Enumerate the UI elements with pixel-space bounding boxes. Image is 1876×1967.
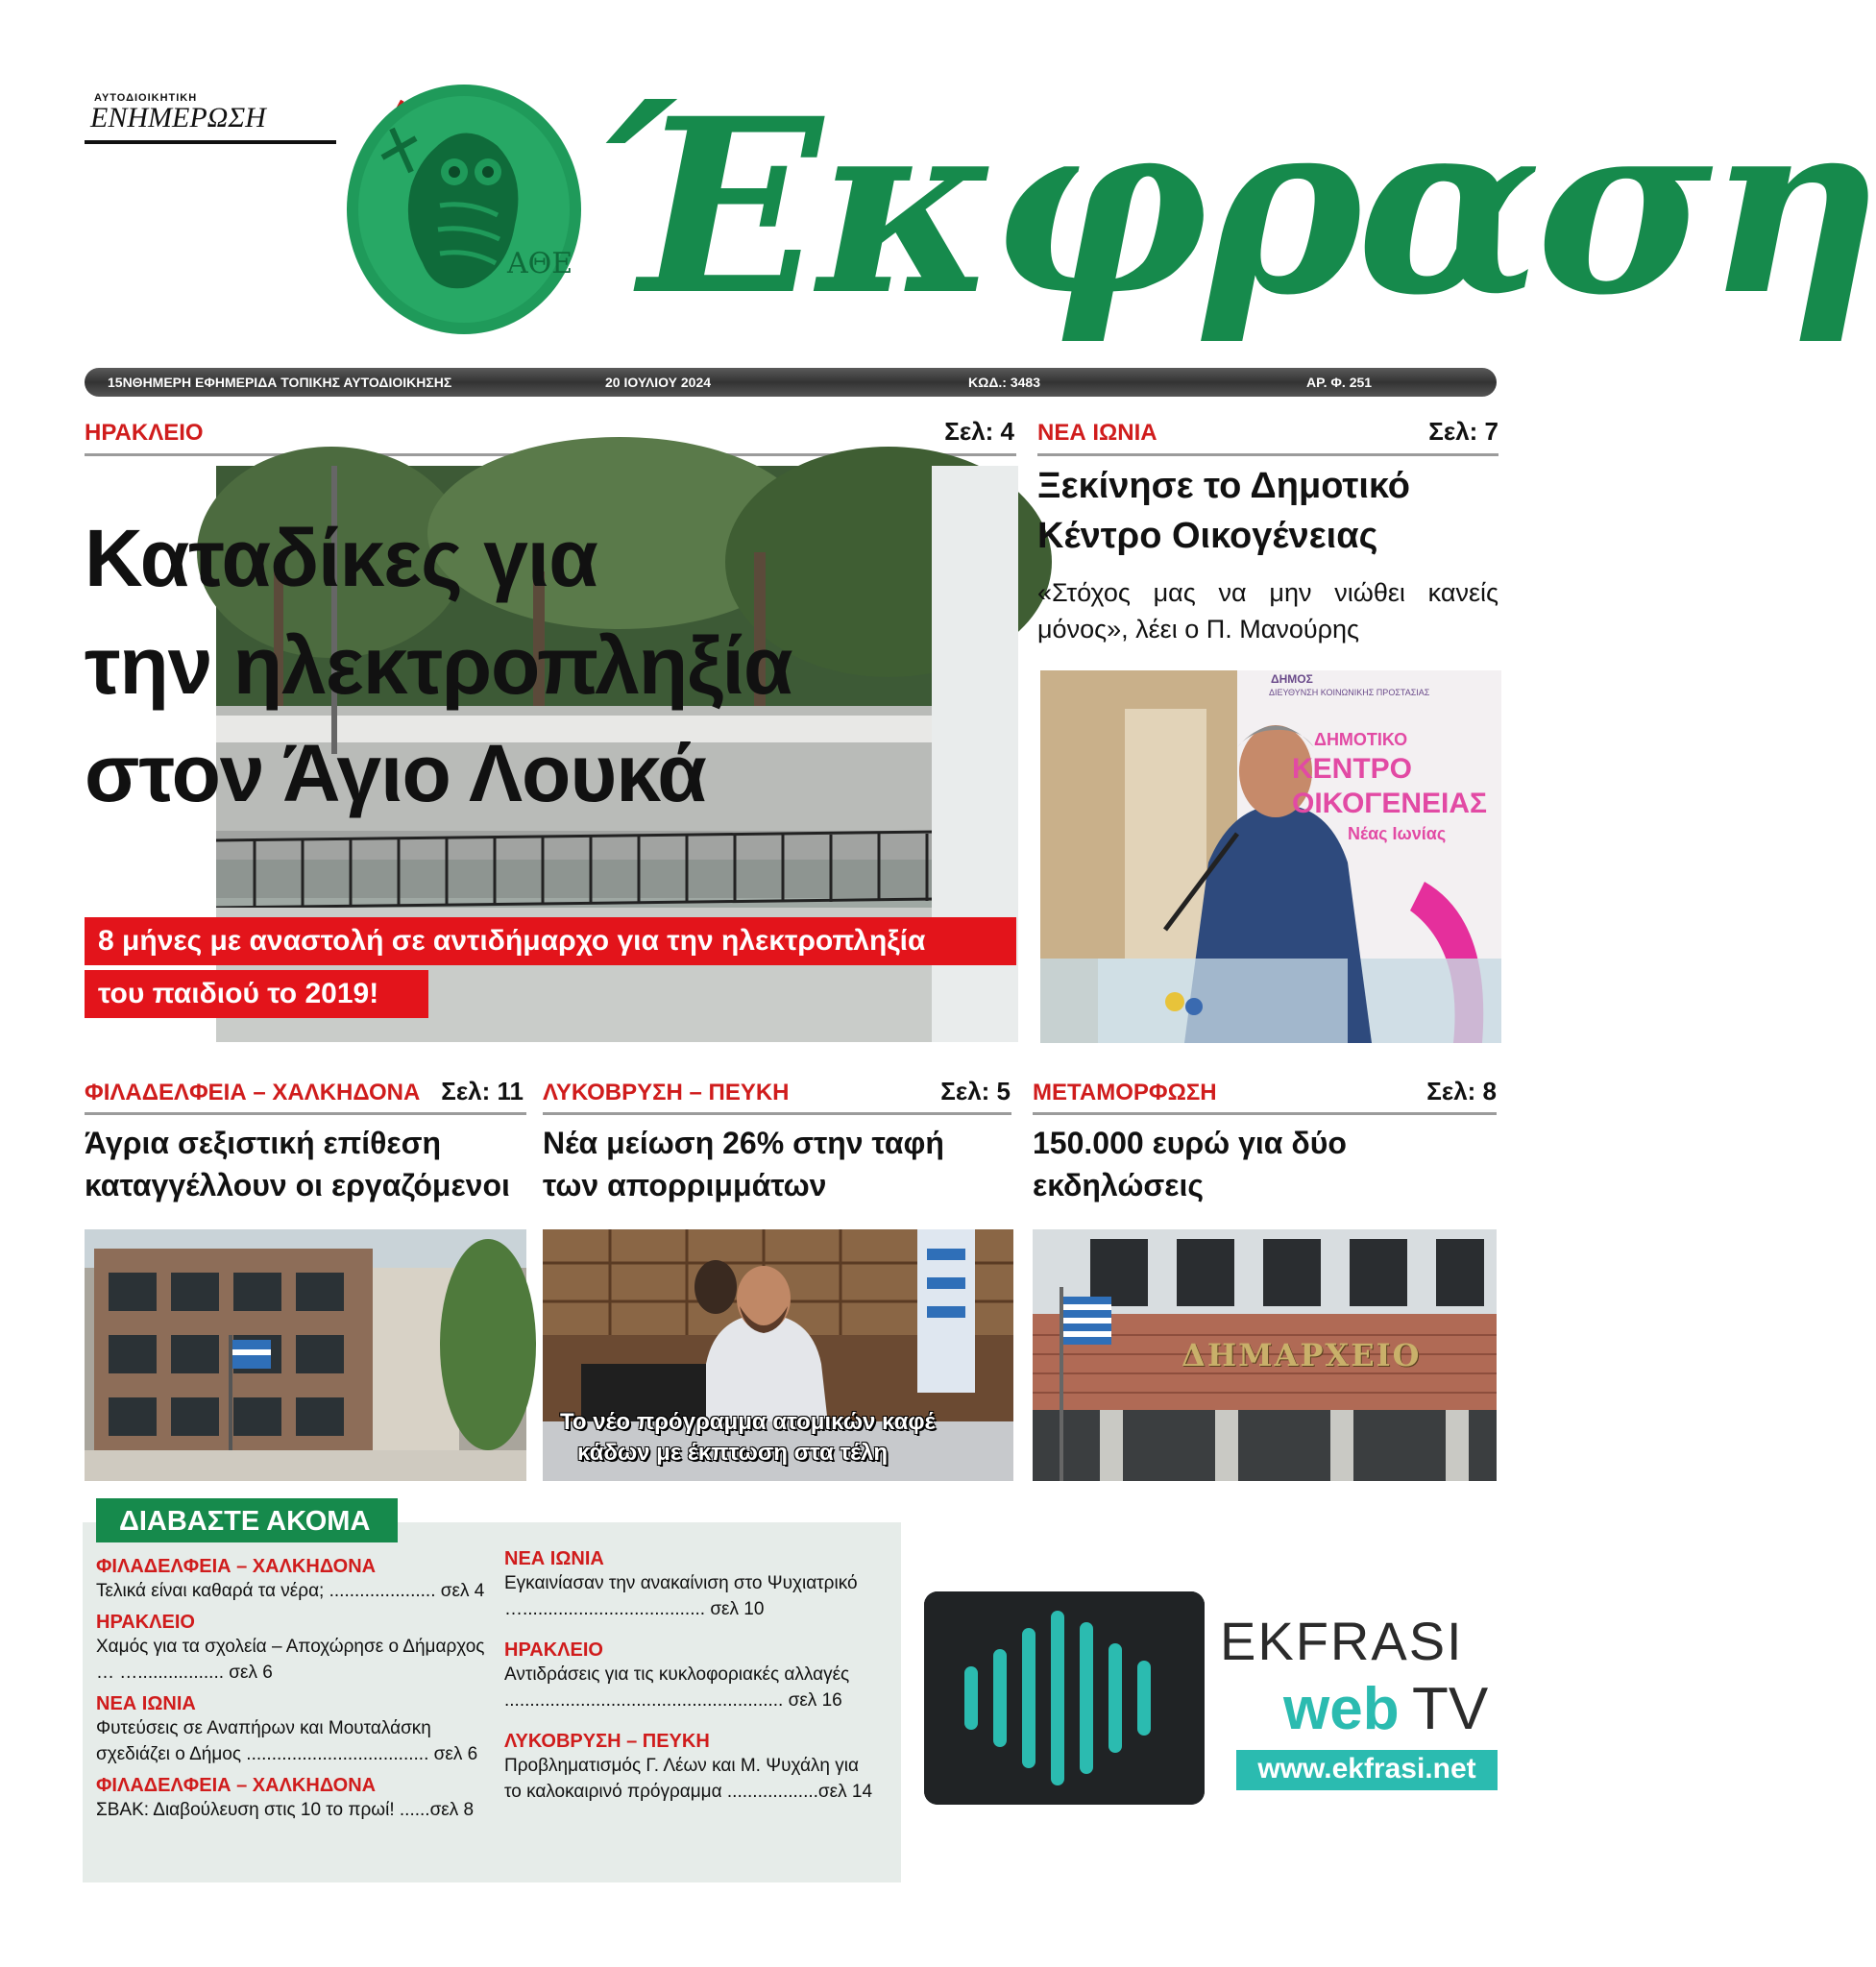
main-section-label: ΗΡΑΚΛΕΙΟ (85, 420, 204, 446)
read-more-item-text: Χαμός για τα σχολεία – Αποχώρησε ο Δήμαρχος … …................. σελ 6 (96, 1637, 485, 1683)
main-page-ref: Σελ: 4 (944, 417, 1014, 446)
read-more-item[interactable] (504, 1731, 879, 1805)
main-headline (85, 504, 949, 827)
backdrop-top: ΔΗΜΟΣ (1271, 672, 1313, 686)
main-subhead-line1: 8 μήνες με αναστολή σε αντιδήμαρχο για την ηλεκτροπληξία (98, 925, 926, 957)
story2-page-ref: Σελ: 5 (940, 1077, 1011, 1105)
info-date: 20 ΙΟΥΛΙΟΥ 2024 (605, 375, 712, 390)
story3-section-label: ΜΕΤΑΜΟΡΦΩΣΗ (1033, 1080, 1217, 1105)
story1-section-label: ΦΙΛΑΔΕΛΦΕΙΑ – ΧΑΛΚΗΔΟΝΑ (85, 1080, 421, 1105)
main-headline-line: Καταδίκες για (85, 513, 597, 603)
story3-headline (1033, 1122, 1497, 1206)
story1-headline (85, 1122, 536, 1206)
read-more-item[interactable] (96, 1693, 485, 1767)
side-divider (1037, 453, 1498, 456)
side-quote: «Στόχος μας να μην νιώθει κανείς μόνος», λέει ο Π. Μανούρης (1037, 578, 1498, 644)
story2-divider (543, 1112, 1011, 1115)
read-more-item[interactable] (96, 1612, 485, 1686)
story2-photo (543, 1229, 1013, 1481)
backdrop-line-4: Νέας Ιωνίας (1348, 824, 1447, 843)
story3-divider (1033, 1112, 1497, 1115)
backdrop-dept: ΔΙΕΥΘΥΝΣΗ ΚΟΙΝΩΝΙΚΗΣ ΠΡΟΣΤΑΣΙΑΣ (1269, 688, 1430, 697)
read-more-item-text: Τελικά είναι καθαρά τα νέρα; ..................... σελ 4 (96, 1581, 485, 1601)
read-more-item-section: ΝΕΑ ΙΩΝΙΑ (504, 1548, 604, 1569)
newspaper-title: Έκφραση (596, 65, 1876, 348)
info-code: ΚΩΔ.: 3483 (968, 375, 1040, 390)
read-more-item-section: ΦΙΛΑΔΕΛΦΕΙΑ – ΧΑΛΚΗΔΟΝΑ (96, 1556, 377, 1577)
story3-page-ref: Σελ: 8 (1426, 1077, 1497, 1105)
read-more-right-column (504, 1548, 879, 1805)
read-more-title: ΔΙΑΒΑΣΤΕ ΑΚΟΜΑ (96, 1498, 398, 1542)
story1-headline-line: καταγγέλλουν οι εργαζόμενοι (85, 1168, 510, 1202)
side-headline (1037, 461, 1498, 561)
supplement-logo-small: ΑΥΤΟΔΙΟΙΚΗΤΙΚΗ (94, 92, 198, 104)
supplement-logo-text: ΕΝΗΜΕΡΩΣΗ (90, 102, 266, 134)
read-more-item-text: Προβληματισμός Γ. Λέων και Μ. Ψυχάλη για το καλοκαιρινό πρόγραμμα ..................σελ 14 (504, 1756, 873, 1802)
side-story-photo (1040, 670, 1501, 1043)
side-page-ref: Σελ: 7 (1428, 417, 1498, 446)
main-subhead-banner (85, 917, 1016, 965)
story1-divider (85, 1112, 526, 1115)
story2-photo-caption (560, 1407, 935, 1469)
info-frequency: 15ΝΘΗΜΕΡΗ ΕΦΗΜΕΡΙΔΑ ΤΟΠΙΚΗΣ ΑΥΤΟΔΙΟΙΚΗΣΗΣ (108, 375, 452, 390)
main-headline-line: στον Άγιο Λουκά (85, 728, 706, 818)
side-headline-line: Ξεκίνησε το Δημοτικό (1037, 466, 1411, 506)
story3-photo-sign: ΔΗΜΑΡΧΕΙΟ (1182, 1337, 1422, 1373)
read-more-item[interactable] (504, 1639, 879, 1713)
backdrop-line-3: ΟΙΚΟΓΕΝΕΙΑΣ (1292, 788, 1488, 819)
read-more-item-text: ΣΒΑΚ: Διαβούλευση στις 10 το πρωί! ......σελ 8 (96, 1800, 475, 1820)
read-more-item-section: ΦΙΛΑΔΕΛΦΕΙΑ – ΧΑΛΚΗΔΟΝΑ (96, 1775, 377, 1796)
side-headline-line: Κέντρο Οικογένειας (1037, 516, 1378, 556)
main-subhead-line2: του παιδιού το 2019! (98, 978, 379, 1009)
read-more-item[interactable] (96, 1556, 485, 1604)
info-bar (85, 368, 1497, 397)
story2-headline (543, 1122, 1011, 1206)
read-more-item-section: ΗΡΑΚΛΕΙΟ (504, 1639, 603, 1661)
story3-headline-line: εκδηλώσεις (1033, 1168, 1204, 1202)
read-more-item-section: ΛΥΚΟΒΡΥΣΗ – ΠΕΥΚΗ (504, 1731, 710, 1752)
story3-photo (1033, 1229, 1497, 1481)
read-more-left-column (96, 1556, 485, 1823)
webtv-tv-label: TV (1412, 1676, 1489, 1742)
read-more-item-text: Αντιδράσεις για τις κυκλοφοριακές αλλαγές ....................................................... σελ 16 (504, 1664, 850, 1711)
read-more-item[interactable] (96, 1775, 485, 1823)
read-more-item-section: ΝΕΑ ΙΩΝΙΑ (96, 1693, 196, 1714)
svg-text:ΑΘΕ: ΑΘΕ (507, 247, 573, 280)
story2-headline-line: των απορριμμάτων (543, 1168, 827, 1202)
main-subhead-banner-2 (85, 970, 428, 1018)
backdrop-line-2: ΚΕΝΤΡΟ (1292, 753, 1413, 785)
story2-section-label: ΛΥΚΟΒΡΥΣΗ – ΠΕΥΚΗ (543, 1080, 790, 1105)
info-issue: ΑΡ. Φ. 251 (1306, 375, 1373, 390)
webtv-soundwave-icon (924, 1591, 1205, 1805)
story1-photo (85, 1229, 526, 1481)
side-section-label: ΝΕΑ ΙΩΝΙΑ (1037, 420, 1157, 446)
webtv-brand: EKFRASI (1220, 1611, 1464, 1671)
main-headline-line: την ηλεκτροπληξία (85, 620, 792, 711)
read-more-item-text: Φυτεύσεις σε Αναπήρων και Μουταλάσκη σχεδιάζει ο Δήμος .................................... σελ 6 (96, 1718, 478, 1764)
read-more-item-section: ΗΡΑΚΛΕΙΟ (96, 1612, 195, 1633)
supplement-logo-underline (85, 140, 336, 144)
read-more-item-text: Εγκαινίασαν την ανακαίνιση στο Ψυχιατρικό ….................................... σελ 10 (504, 1573, 858, 1619)
story1-headline-line: Άγρια σεξιστική επίθεση (85, 1126, 442, 1160)
story1-page-ref: Σελ: 11 (441, 1077, 524, 1105)
webtv-web-label: web (1283, 1676, 1400, 1742)
story2-caption-line: κάδων με έκπτωση στα τέλη (577, 1440, 889, 1466)
supplement-logo (85, 92, 336, 146)
owl-coin-logo (344, 81, 584, 338)
story3-headline-line: 150.000 ευρώ για δύο (1033, 1126, 1347, 1160)
webtv-url-link[interactable]: www.ekfrasi.net (1236, 1750, 1498, 1790)
story2-caption-line: Το νέο πρόγραμμα ατομικών καφέ (560, 1409, 936, 1435)
read-more-item[interactable] (504, 1548, 879, 1622)
story2-headline-line: Νέα μείωση 26% στην ταφή (543, 1126, 944, 1160)
backdrop-line-1: ΔΗΜΟΤΙΚΟ (1314, 730, 1408, 749)
